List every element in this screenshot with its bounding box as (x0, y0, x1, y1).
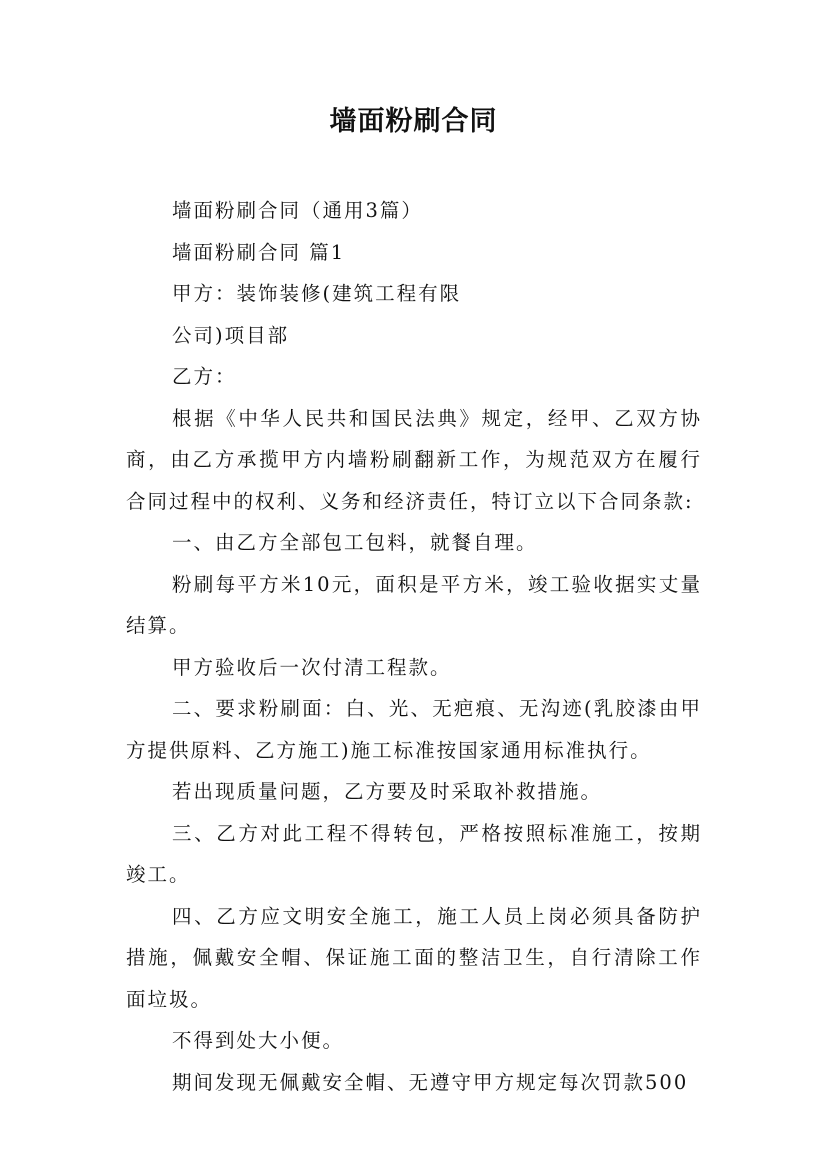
paragraph-party-a-cont: 公司)项目部 (172, 323, 290, 347)
paragraph-payment: 甲方验收后一次付清工程款。 (172, 655, 452, 679)
paragraph-section-heading: 墙面粉刷合同 篇1 (172, 240, 346, 264)
paragraph-party-b: 乙方： (172, 365, 237, 388)
paragraph-clause-2: 二、要求粉刷面：白、光、无疤痕、无沟迹(乳胶漆由甲方提供原料、乙方施工)施工标准按国家通用标准执行。 (126, 697, 702, 762)
document-title: 墙面粉刷合同 (329, 106, 498, 137)
paragraph-clause-3: 三、乙方对此工程不得转包，严格按照标准施工，按期竣工。 (126, 821, 702, 886)
paragraph-party-a: 甲方：装饰装修(建筑工程有限 (172, 282, 462, 305)
paragraph-subtitle: 墙面粉刷合同（通用3篇） (172, 199, 423, 222)
paragraph-pricing: 粉刷每平方米10元，面积是平方米，竣工验收据实丈量结算。 (126, 572, 702, 637)
paragraph-sanitation: 不得到处大小便。 (172, 1029, 345, 1052)
paragraph-clause-1: 一、由乙方全部包工包料，就餐自理。 (172, 531, 538, 554)
paragraph-remedy: 若出现质量问题，乙方要及时采取补救措施。 (172, 780, 603, 803)
paragraph-preamble: 根据《中华人民共和国民法典》规定，经甲、乙双方协商，由乙方承揽甲方内墙粉刷翻新工作，为规范双方在履行合同过程中的权利、义务和经济责任，特订立以下合同条款: (126, 406, 702, 513)
paragraph-penalty: 期间发现无佩戴安全帽、无遵守甲方规定每次罚款500 (172, 1070, 689, 1094)
document-body (126, 190, 702, 1103)
paragraph-clause-4: 四、乙方应文明安全施工，施工人员上岗必须具备防护措施，佩戴安全帽、保证施工面的整洁卫生，自行清除工作面垃圾。 (126, 904, 702, 1011)
